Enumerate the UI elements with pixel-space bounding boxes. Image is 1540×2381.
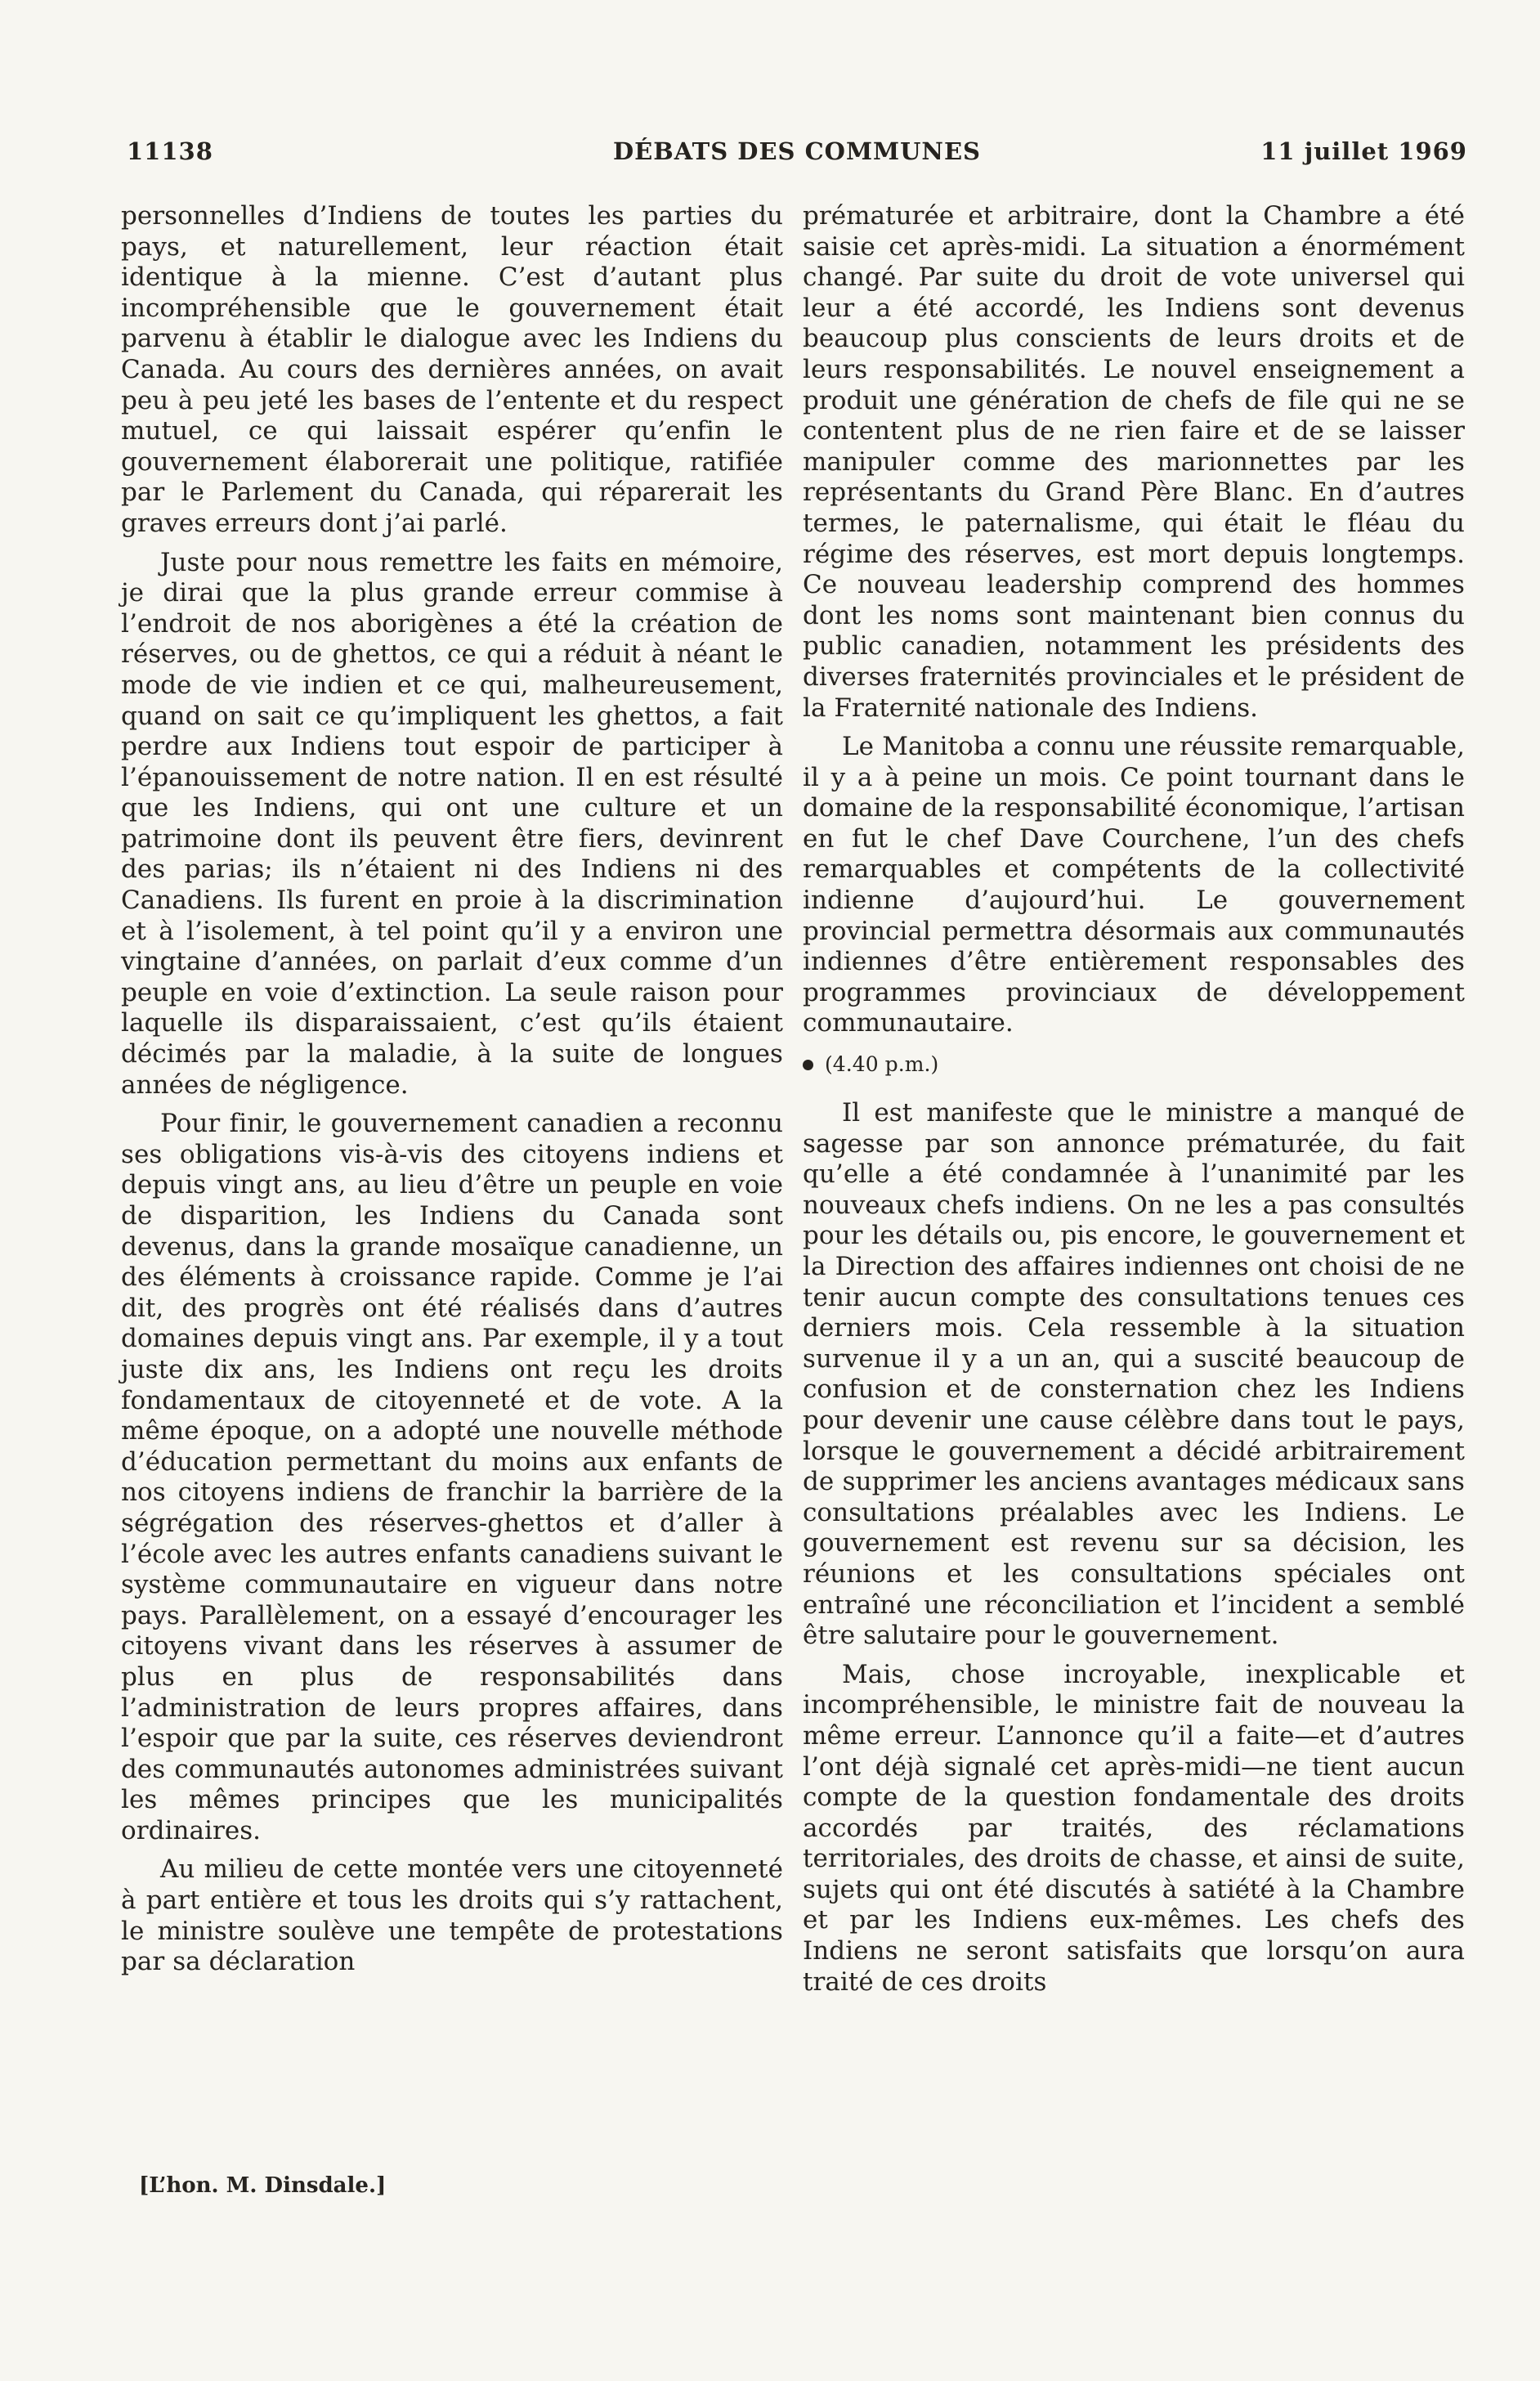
paragraph: Juste pour nous remettre les faits en mémoire, je dirai que la plus grande erreur commise à l’endroit de nos aborigènes a été la création de réserves, ou de ghettos, ce qui a réduit à néant le mode de vie indien et ce qui, malheureusement, quand on sait ce qu’impliquent les ghettos, a fait perdre aux Indiens tout espoir de participer à l’épanouissement de notre nation. Il en est résulté que les Indiens, qui ont une culture et un patrimoine dont ils peuvent être fiers, devinrent des parias; ils n’étaient ni des Indiens ni des Canadiens. Ils furent en proie à la discrimination et à l’isolement, à tel point qu’il y a environ une vingtaine d’années, on parlait d’eux comme d’un peuple en voie d’extinction. La seule raison pour laquelle ils disparaissaient, c’est qu’ils étaient décimés par la maladie, à la suite de longues années de négligence.	[121, 547, 783, 1100]
publication-title: DÉBATS DES COMMUNES	[613, 137, 981, 165]
time-stamp	[803, 1052, 1465, 1077]
paragraph: Au milieu de cette montée vers une citoyenneté à part entière et tous les droits qui s’y rattachent, le ministre soulève une tempête de protestations par sa déclaration	[121, 1854, 783, 1977]
publication-date: 11 juillet 1969	[1260, 137, 1467, 165]
page-number: 11138	[127, 137, 213, 165]
paragraph: Mais, chose incroyable, inexplicable et incompréhensible, le ministre fait de nouveau la même erreur. L’annonce qu’il a faite—et d’autres l’ont déjà signalé cet après-midi—ne tient aucun compte de la question fondamentale des droits accordés par traités, des réclamations territoriales, des droits de chasse, et ainsi de suite, sujets qui ont été discutés à satiété à la Chambre et par les Indiens eux-mêmes. Les chefs des Indiens ne seront satisfaits que lorsqu’on aura traité de ces droits	[803, 1659, 1465, 1997]
right-column	[803, 201, 1465, 2006]
speaker-tag: [L’hon. M. Dinsdale.]	[139, 2173, 387, 2198]
page-header	[127, 137, 1467, 170]
paragraph: Le Manitoba a connu une réussite remarquable, il y a à peine un mois. Ce point tournant dans le domaine de la responsabilité économique, l’artisan en fut le chef Dave Courchene, l’un des chefs remarquables et compétents de la collectivité indienne d’aujourd’hui. Le gouvernement provincial permettra désormais aux communautés indiennes d’être entièrement responsables des programmes provinciaux de développement communautaire.	[803, 732, 1465, 1038]
paragraph: Il est manifeste que le ministre a manqué de sagesse par son annonce prématurée, du fait qu’elle a été condamnée à l’unanimité par les nouveaux chefs indiens. On ne les a pas consultés pour les détails ou, pis encore, le gouvernement et la Direction des affaires indiennes ont choisi de ne tenir aucun compte des consultations tenues ces derniers mois. Cela ressemble à la situation survenue il y a un an, qui a suscité beaucoup de confusion et de consternation chez les Indiens pour devenir une cause célèbre dans tout le pays, lorsque le gouvernement a décidé arbitrairement de supprimer les anciens avantages médicaux sans consultations préalables avec les Indiens. Le gouvernement est revenu sur sa décision, les réunions et les consultations spéciales ont entraîné une réconciliation et l’incident a semblé être salutaire pour le gouvernement.	[803, 1098, 1465, 1651]
paragraph: prématurée et arbitraire, dont la Chambre a été saisie cet après-midi. La situation a énormément changé. Par suite du droit de vote universel qui leur a été accordé, les Indiens sont devenus beaucoup plus conscients de leurs droits et de leurs responsabilités. Le nouvel enseignement a produit une génération de chefs de file qui ne se contentent plus de ne rien faire et de se laisser manipuler comme des marionnettes par les représentants du Grand Père Blanc. En d’autres termes, le paternalisme, qui était le fléau du régime des réserves, est mort depuis longtemps. Ce nouveau leadership comprend des hommes dont les noms sont maintenant bien connus du public canadien, notamment les présidents des diverses fraternités provinciales et le président de la Fraternité nationale des Indiens.	[803, 201, 1465, 723]
paragraph: Pour finir, le gouvernement canadien a reconnu ses obligations vis-à-vis des citoyens indiens et depuis vingt ans, au lieu d’être un peuple en voie de disparition, les Indiens du Canada sont devenus, dans la grande mosaïque canadienne, un des éléments à croissance rapide. Comme je l’ai dit, des progrès ont été réalisés dans d’autres domaines depuis vingt ans. Par exemple, il y a tout juste dix ans, les Indiens ont reçu les droits fondamentaux de citoyenneté et de vote. A la même époque, on a adopté une nouvelle méthode d’éducation permettant du moins aux enfants de nos citoyens indiens de franchir la barrière de la ségrégation des réserves-ghettos et d’aller à l’école avec les autres enfants canadiens suivant le système communautaire en vigueur dans notre pays. Parallèlement, on a essayé d’encourager les citoyens vivant dans les réserves à assumer de plus en plus de responsabilités dans l’administration de leurs propres affaires, dans l’espoir que par la suite, ces réserves deviendront des communautés autonomes administrées suivant les mêmes principes que les municipalités ordinaires.	[121, 1109, 783, 1845]
bullet-icon	[803, 1060, 813, 1070]
left-column	[121, 201, 783, 1986]
paragraph: personnelles d’Indiens de toutes les parties du pays, et naturellement, leur réaction était identique à la mienne. C’est d’autant plus incompréhensible que le gouvernement était parvenu à établir le dialogue avec les Indiens du Canada. Au cours des dernières années, on avait peu à peu jeté les bases de l’entente et du respect mutuel, ce qui laissait espérer qu’enfin le gouvernement élaborerait une politique, ratifiée par le Parlement du Canada, qui réparerait les graves erreurs dont j’ai parlé.	[121, 201, 783, 538]
time-stamp-text: (4.40 p.m.)	[825, 1052, 939, 1077]
